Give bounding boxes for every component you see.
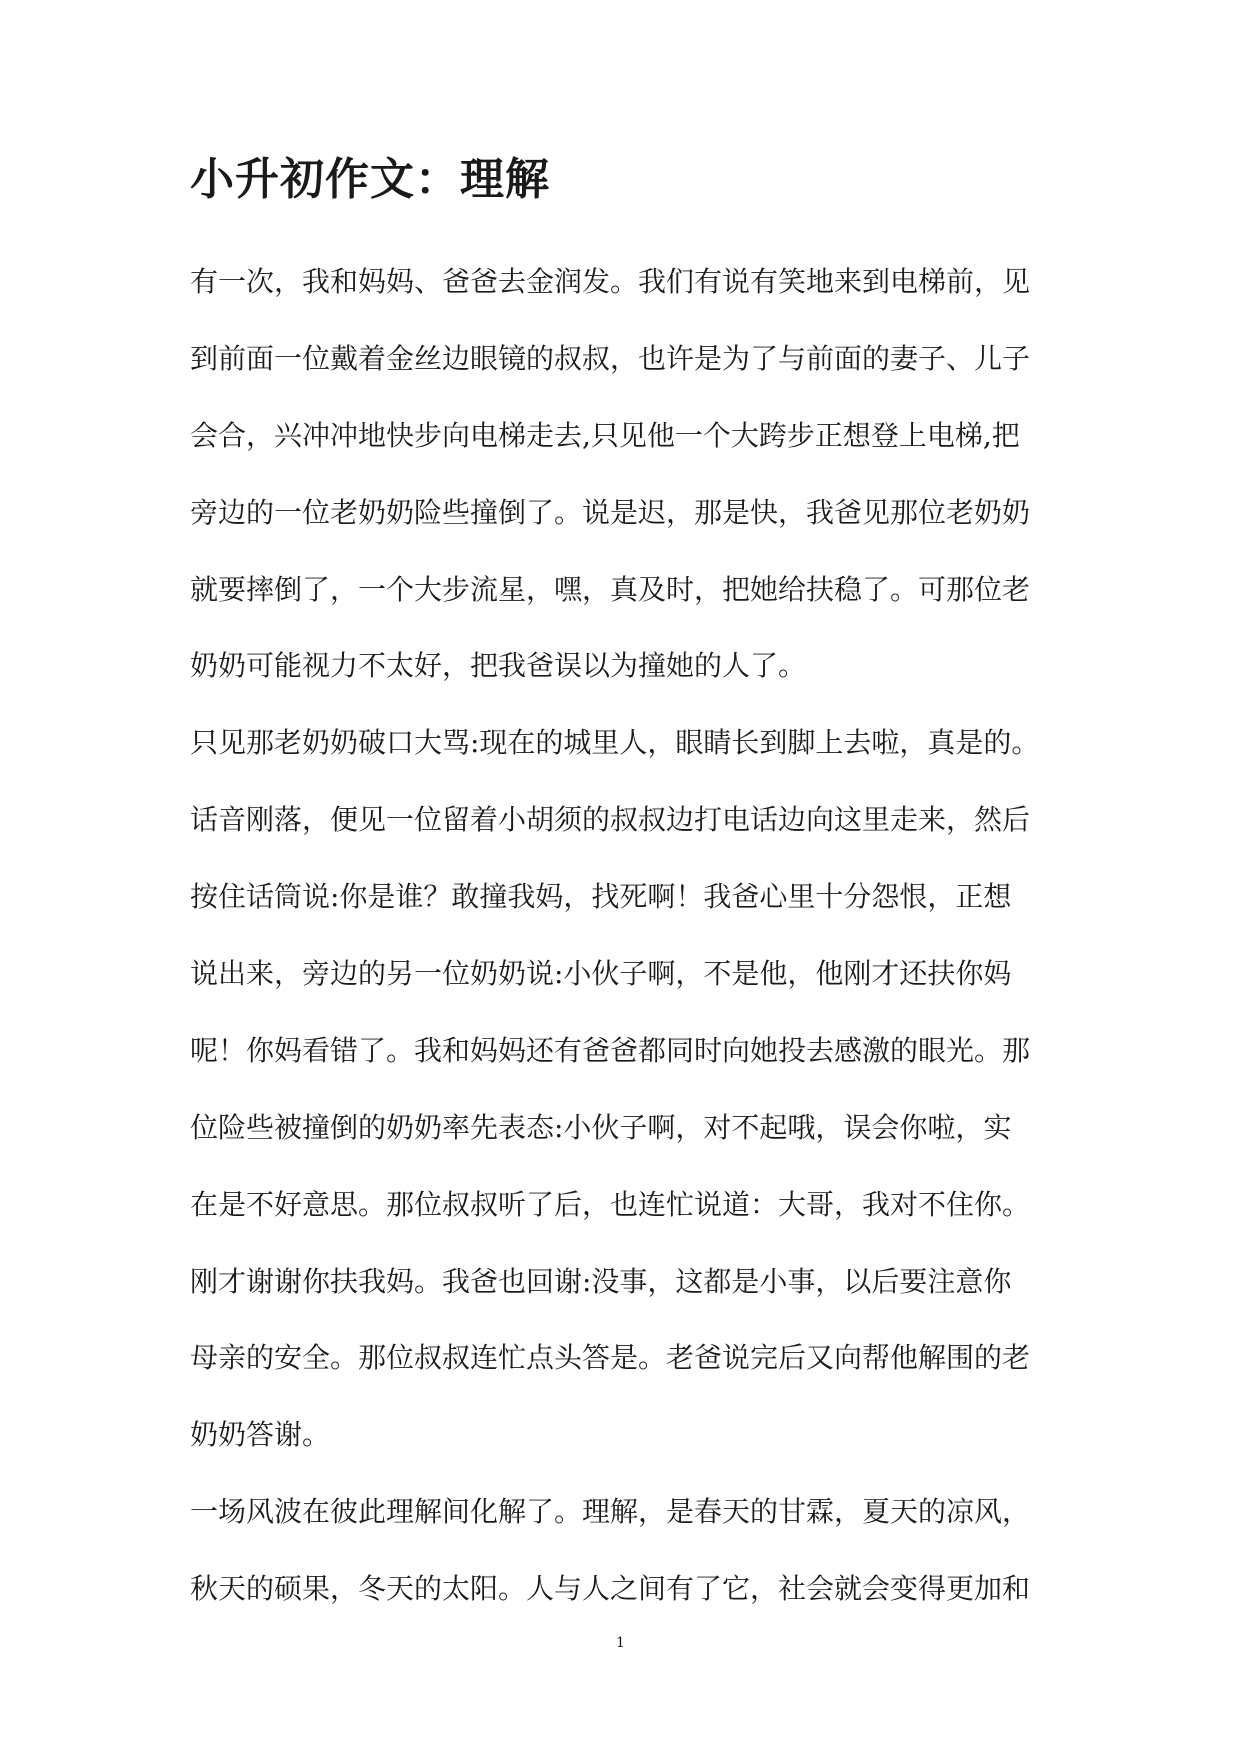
essay-title: 小升初作文：理解 <box>190 154 550 205</box>
text-line: 在是不好意思。那位叔叔听了后，也连忙说道：大哥，我对不住你。 <box>190 1187 1031 1221</box>
text-line: 有一次，我和妈妈、爸爸去金润发。我们有说有笑地来到电梯前，见 <box>190 265 1031 298</box>
text-line: 话音刚落，便见一位留着小胡须的叔叔边打电话边向这里走来，然后 <box>190 803 1031 837</box>
text-line: 到前面一位戴着金丝边眼镜的叔叔，也许是为了与前面的妻子、儿子 <box>190 341 1031 375</box>
text-line: 奶奶答谢。 <box>190 1418 331 1452</box>
text-line: 按住话筒说:你是谁？敢撞我妈，找死啊！我爸心里十分怨恨，正想 <box>190 880 1012 914</box>
text-line: 秋天的硕果，冬天的太阳。人与人之间有了它，社会就会变得更加和 <box>190 1572 1031 1606</box>
text-line: 说出来，旁边的另一位奶奶说:小伙子啊，不是他，他刚才还扶你妈 <box>190 957 1012 991</box>
text-line: 位险些被撞倒的奶奶率先表态:小伙子啊，对不起哦，误会你啦，实 <box>190 1110 1012 1144</box>
text-line: 母亲的安全。那位叔叔连忙点头答是。老爸说完后又向帮他解围的老 <box>190 1341 1031 1375</box>
essay-body <box>190 252 1070 1636</box>
text-line: 呢！你妈看错了。我和妈妈还有爸爸都同时向她投去感激的眼光。那 <box>190 1033 1031 1067</box>
page-number: 1 <box>616 1635 625 1651</box>
text-line: 会合，兴冲冲地快步向电梯走去,只见他一个大跨步正想登上电梯,把 <box>190 418 1020 452</box>
text-line: 旁边的一位老奶奶险些撞倒了。说是迟，那是快，我爸见那位老奶奶 <box>190 495 1031 529</box>
text-line: 只见那老奶奶破口大骂:现在的城里人，眼睛长到脚上去啦，真是的。 <box>190 726 1040 760</box>
text-line: 奶奶可能视力不太好，把我爸误以为撞她的人了。 <box>190 649 807 683</box>
text-line: 就要摔倒了，一个大步流星，嘿，真及时，把她给扶稳了。可那位老 <box>190 572 1031 606</box>
text-line: 一场风波在彼此理解间化解了。理解，是春天的甘霖，夏天的凉风， <box>190 1495 1031 1529</box>
text-line: 刚才谢谢你扶我妈。我爸也回谢:没事，这都是小事，以后要注意你 <box>190 1264 1012 1298</box>
